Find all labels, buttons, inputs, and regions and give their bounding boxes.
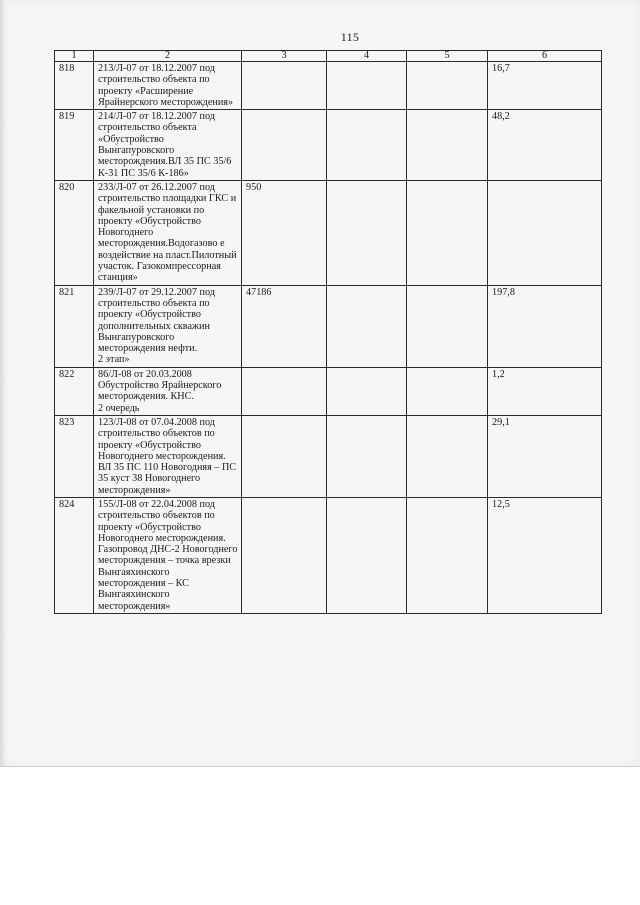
- column-header-4: 4: [327, 51, 407, 62]
- header-row: [55, 51, 602, 62]
- row-col4-value: [327, 497, 407, 613]
- row-number: 824: [55, 497, 94, 613]
- row-col3-value: 950: [242, 180, 327, 285]
- row-col3-value: 47186: [242, 285, 327, 367]
- row-col4-value: [327, 110, 407, 181]
- row-number: 821: [55, 285, 94, 367]
- row-col5-value: [407, 110, 488, 181]
- table-row: [55, 285, 602, 367]
- page-number: 115: [340, 30, 360, 44]
- row-col5-value: [407, 285, 488, 367]
- row-col6-value: 48,2: [488, 110, 602, 181]
- row-description: 239/Л-07 от 29.12.2007 под строительство объекта по проекту «Обустройство дополнительных скважин Вынгапуровского месторождения нефти. 2 этап»: [94, 285, 242, 367]
- table-row: [55, 367, 602, 415]
- row-col4-value: [327, 367, 407, 415]
- row-description: 123/Л-08 от 07.04.2008 под строительство объектов по проекту «Обустройство Новогоднего месторождения. ВЛ 35 ПС 110 Новогодняя – ПС 35 куст 38 Новогоднего месторождения»: [94, 415, 242, 497]
- row-col3-value: [242, 415, 327, 497]
- row-col6-value: 12,5: [488, 497, 602, 613]
- table-row: [55, 110, 602, 181]
- row-col5-value: [407, 62, 488, 110]
- page-edge-shadow: [0, 0, 6, 766]
- column-header-1: 1: [55, 51, 94, 62]
- row-col3-value: [242, 62, 327, 110]
- row-col3-value: [242, 110, 327, 181]
- table-row: [55, 415, 602, 497]
- row-col3-value: [242, 367, 327, 415]
- register-table: [54, 50, 602, 614]
- row-col6-value: 1,2: [488, 367, 602, 415]
- row-col5-value: [407, 497, 488, 613]
- row-number: 820: [55, 180, 94, 285]
- row-description: 86/Л-08 от 20.03.2008 Обустройство Ярайнерского месторождения. КНС. 2 очередь: [94, 367, 242, 415]
- row-col4-value: [327, 415, 407, 497]
- table-row: [55, 62, 602, 110]
- row-number: 818: [55, 62, 94, 110]
- row-col6-value: 16,7: [488, 62, 602, 110]
- row-description: 155/Л-08 от 22.04.2008 под строительство объектов по проекту «Обустройство Новогоднего месторождения. Газопровод ДНС-2 Новогоднего месторождения – точка врезки Вынгаяхинского месторождения – КС Вынгаяхинского месторождения»: [94, 497, 242, 613]
- row-number: 819: [55, 110, 94, 181]
- row-col6-value: 197,8: [488, 285, 602, 367]
- row-number: 823: [55, 415, 94, 497]
- row-col4-value: [327, 62, 407, 110]
- row-col4-value: [327, 180, 407, 285]
- row-col3-value: [242, 497, 327, 613]
- column-header-6: 6: [488, 51, 602, 62]
- row-description: 213/Л-07 от 18.12.2007 под строительство объекта по проекту «Расширение Ярайнерского месторождения»: [94, 62, 242, 110]
- row-description: 214/Л-07 от 18.12.2007 под строительство объекта «Обустройство Вынгапуровского месторождения.ВЛ 35 ПС 35/6 К-31 ПС 35/6 К-186»: [94, 110, 242, 181]
- column-header-5: 5: [407, 51, 488, 62]
- row-description: 233/Л-07 от 26.12.2007 под строительство площадки ГКС и факельной установки по проекту «Обустройство Новогоднего месторождения.Водогазово е воздействие на пласт.Пилотный участок. Газокомпрессорная станция»: [94, 180, 242, 285]
- table-row: [55, 497, 602, 613]
- row-col4-value: [327, 285, 407, 367]
- row-col5-value: [407, 367, 488, 415]
- row-col5-value: [407, 180, 488, 285]
- table-row: [55, 180, 602, 285]
- column-header-3: 3: [242, 51, 327, 62]
- row-col6-value: [488, 180, 602, 285]
- row-number: 822: [55, 367, 94, 415]
- row-col6-value: 29,1: [488, 415, 602, 497]
- row-col5-value: [407, 415, 488, 497]
- column-header-2: 2: [94, 51, 242, 62]
